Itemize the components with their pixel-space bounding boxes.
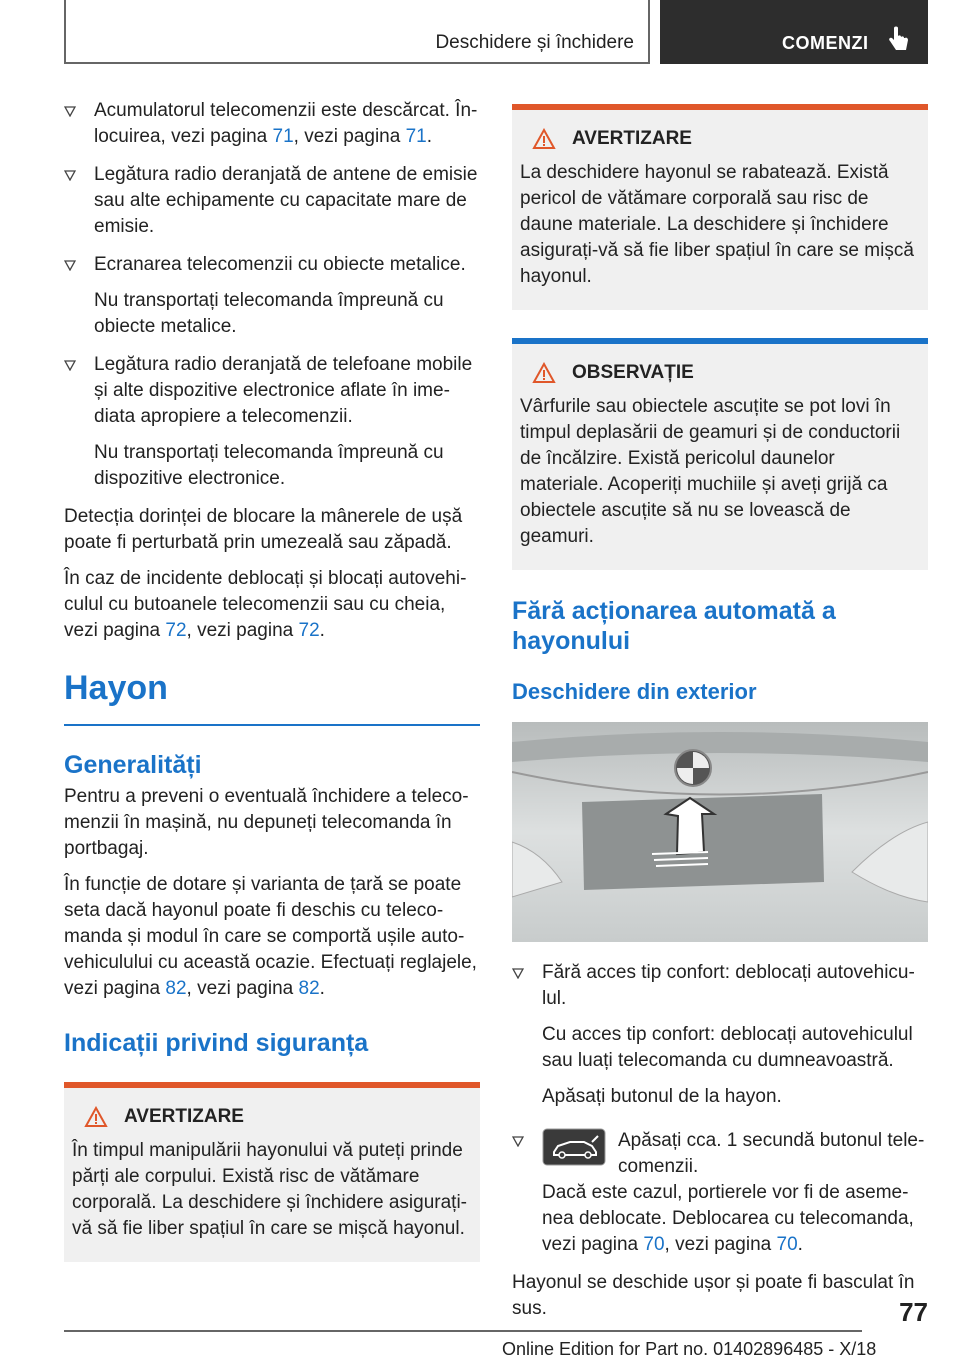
warning-label: AVERTIZARE (124, 1106, 244, 1127)
section-heading: Hayon (64, 668, 480, 726)
para-text: În funcție de dotare și varianta de țară se poate seta dacă hayonul poate fi deschis cu telecomanda și modul în care se comportă ușile autovehiculului cu această ocazie. Efectuați reglajele, vezi pagina (64, 874, 477, 999)
item-text: Legătura radio deranjată de antene de emisie sau alte echipamente cu capacitate mare de emisie. (94, 164, 478, 237)
chapter-tab (660, 0, 928, 64)
item-text: Legătura radio deranjată de telefoane mobile și alte dispozitive electronice aflate în imediata apropiere a telecomenzii. (94, 354, 473, 427)
item-subtext (542, 1180, 928, 1258)
triangle-bullet-icon (64, 170, 76, 181)
triangle-bullet-icon (64, 360, 76, 371)
item-text: Ecranarea telecomenzii cu obiecte metalice. (94, 254, 466, 275)
para-text: . (319, 978, 325, 999)
warning-triangle-icon (84, 1106, 108, 1128)
warning-box (512, 104, 928, 310)
page-ref-link[interactable]: 72 (298, 620, 320, 641)
note-label: OBSERVAȚIE (572, 362, 694, 383)
subsection-heading: Indicații privind siguranța (64, 1029, 369, 1057)
section-tab (64, 0, 650, 64)
edition-text: Online Edition for Part no. 01402896485 - X/18 (502, 1339, 877, 1359)
warning-box (64, 1082, 480, 1262)
item-row (542, 1128, 928, 1180)
item-subtext: Nu transportați telecomanda împreună cu obiecte metalice. (94, 290, 444, 337)
list-item (512, 960, 928, 1110)
list-item (64, 162, 480, 240)
list-item (64, 252, 480, 340)
item-text: Acumulatorul telecomenzii este descărcat. Înlocuirea, vezi pagina (94, 100, 478, 147)
para-text: . (319, 620, 325, 641)
triangle-bullet-icon (64, 260, 76, 271)
item-subtext: Nu transportați telecomanda împreună cu dispozitive electronice. (94, 442, 444, 489)
list-item (64, 98, 480, 150)
tailgate-button-photo (512, 722, 928, 942)
list-item (512, 1128, 928, 1258)
left-column (64, 98, 480, 1262)
pointing-hand-icon (888, 26, 910, 54)
warning-text: În timpul manipulării hayonului vă puteți prinde părți ale corpului. Există risc de vătămare corporală. La deschidere și închidere asigurați-vă să fie liber spațiul în care se mișcă hayonul. (72, 1140, 467, 1239)
page-ref-link[interactable]: 82 (298, 978, 320, 999)
item-subtext: Apăsați butonul de la hayon. (542, 1086, 782, 1107)
warning-text: La deschidere hayonul se rabatează. Există pericol de vătămare corporală sau risc de daune materiale. La deschidere și închidere asigurați-vă să fie liber spațiul în care se mișcă hayonul. (520, 162, 914, 287)
subsection-heading: Generalități (64, 751, 202, 779)
caution-triangle-icon (532, 362, 556, 384)
warning-title (520, 126, 920, 152)
para-text: În caz de incidente deblocați și blocați autovehiculul cu butoanele telecomenzii sau cu cheia, vezi pagina (64, 568, 467, 641)
note-text: Vârfurile sau obiectele ascuțite se pot lovi în timpul deplasării de geamuri și de conductorii de încălzire. Există pericolul daunelor materiale. Acoperiți muchiile și aveți grijă ca obiectele ascuțite să nu se lovească de geamuri. (520, 396, 901, 547)
warning-title (72, 1104, 472, 1130)
note-box (512, 338, 928, 570)
para-text: , vezi pagina (664, 1234, 777, 1255)
paragraph (64, 566, 480, 644)
para-text: . (797, 1234, 803, 1255)
page-number: 77 (899, 1297, 928, 1327)
page-ref-link[interactable]: 72 (165, 620, 187, 641)
para-text: Dacă este cazul, portierele vor fi de asemenea deblocate. Deblocarea cu telecomanda, vezi pagina (542, 1182, 914, 1255)
paragraph: Detecția dorinței de blocare la mânerele de ușă poate fi perturbată prin umezeală sau zăpadă. (64, 506, 463, 553)
warning-triangle-icon (532, 128, 556, 150)
warning-label: AVERTIZARE (572, 128, 692, 149)
triangle-bullet-icon (512, 1136, 524, 1147)
subsection-heading: Fără acționarea automată a hayonului (512, 597, 836, 655)
section-title: Deschidere și închidere (435, 32, 634, 53)
chapter-title: COMENZI (782, 33, 869, 53)
page-ref-link[interactable]: 71 (272, 126, 294, 147)
paragraph: Hayonul se deschide ușor și poate fi basculat în sus. (512, 1272, 915, 1319)
triangle-bullet-icon (512, 968, 524, 979)
page-ref-link[interactable]: 70 (776, 1234, 798, 1255)
item-text: Apăsați cca. 1 secundă butonul telecomenzii. (618, 1130, 925, 1177)
note-title (520, 360, 920, 386)
para-text: , vezi pagina (186, 978, 299, 999)
item-text: , vezi pagina (293, 126, 406, 147)
sub-subsection-heading: Deschidere din exterior (512, 679, 757, 704)
para-text: , vezi pagina (186, 620, 299, 641)
remote-tailgate-button-icon (542, 1128, 606, 1166)
list-item (64, 352, 480, 492)
item-subtext: Cu acces tip confort: deblocați autovehiculul sau luați telecomanda cu dumneavoastră. (542, 1024, 913, 1071)
paragraph (64, 872, 480, 1002)
item-text: . (426, 126, 433, 147)
item-text: Fără acces tip confort: deblocați autovehiculul. (542, 962, 915, 1009)
page-header (64, 0, 928, 64)
triangle-bullet-icon (64, 106, 76, 117)
page-ref-link[interactable]: 71 (405, 126, 427, 147)
right-column (512, 104, 928, 1332)
page-ref-link[interactable]: 70 (643, 1234, 665, 1255)
page-ref-link[interactable]: 82 (165, 978, 187, 999)
footer-divider (64, 1330, 862, 1332)
paragraph: Pentru a preveni o eventuală închidere a telecomenzii în mașină, nu depuneți telecomanda în portbagaj. (64, 786, 469, 859)
